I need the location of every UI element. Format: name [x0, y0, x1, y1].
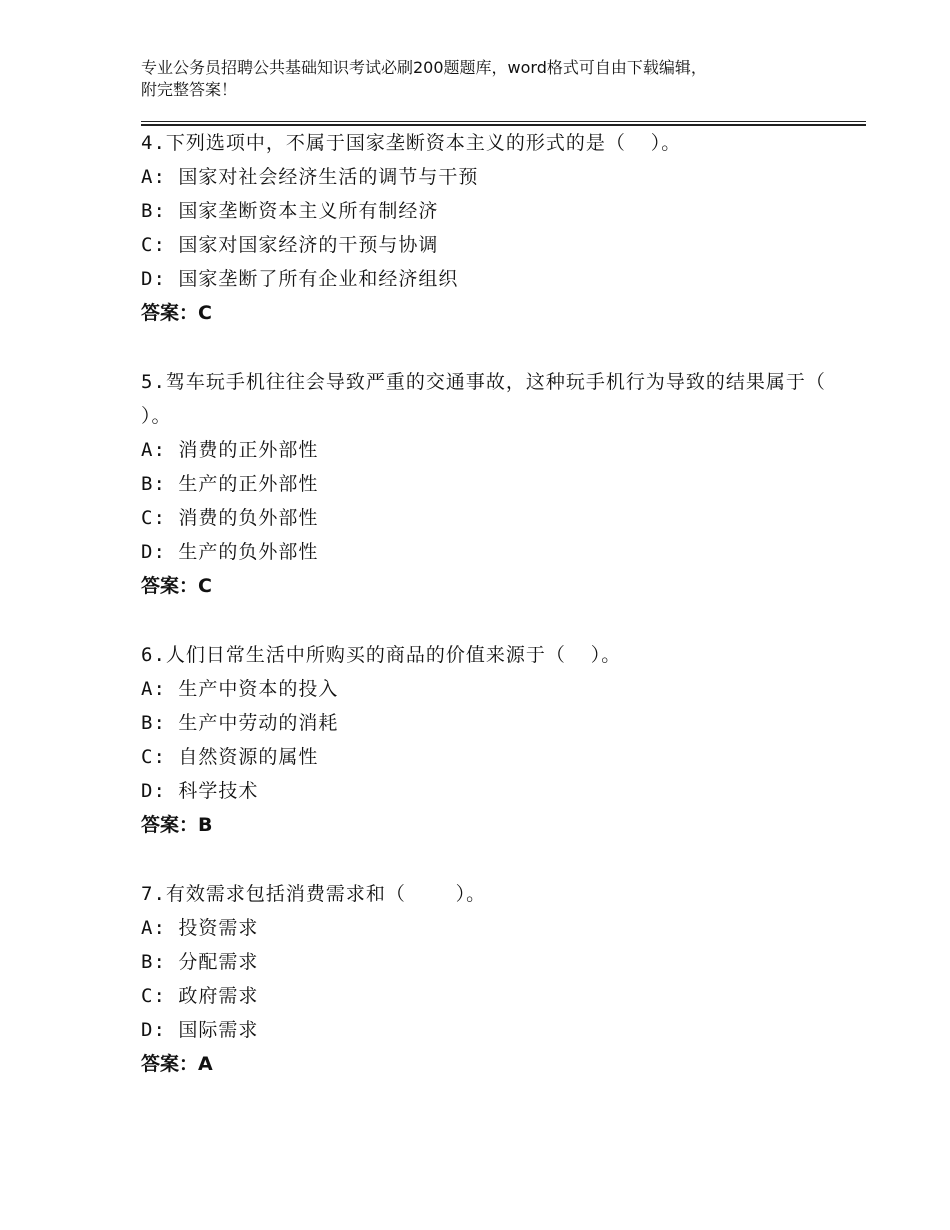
question-block-7 [141, 877, 841, 1081]
question-stem: 4.下列选项中，不属于国家垄断资本主义的形式的是（ ）。 [141, 132, 682, 154]
header-line-2: 附完整答案！ [141, 80, 238, 99]
option-c: C: 自然资源的属性 [141, 746, 319, 768]
option-b: B: 国家垄断资本主义所有制经济 [141, 200, 439, 222]
header-line-1: 专业公务员招聘公共基础知识考试必刷200题题库，word格式可自由下载编辑， [141, 58, 707, 77]
option-a: A: 国家对社会经济生活的调节与干预 [141, 166, 479, 188]
document-header [141, 57, 841, 101]
answer-line: 答案：C [141, 302, 212, 324]
answer-line: 答案：C [141, 575, 212, 597]
option-b: B: 生产中劳动的消耗 [141, 712, 339, 734]
option-c: C: 国家对国家经济的干预与协调 [141, 234, 439, 256]
option-c: C: 政府需求 [141, 985, 259, 1007]
option-b: B: 生产的正外部性 [141, 473, 319, 495]
question-stem: 6.人们日常生活中所购买的商品的价值来源于（ ）。 [141, 644, 622, 666]
option-d: D: 国家垄断了所有企业和经济组织 [141, 268, 459, 290]
option-c: C: 消费的负外部性 [141, 507, 319, 529]
answer-line: 答案：A [141, 1053, 213, 1075]
question-stem: 7.有效需求包括消费需求和（ ）。 [141, 883, 487, 905]
option-a: A: 生产中资本的投入 [141, 678, 339, 700]
answer-line: 答案：B [141, 814, 213, 836]
option-a: A: 消费的正外部性 [141, 439, 319, 461]
option-b: B: 分配需求 [141, 951, 259, 973]
question-block-6 [141, 638, 841, 842]
option-d: D: 科学技术 [141, 780, 259, 802]
question-block-5 [141, 365, 876, 603]
option-a: A: 投资需求 [141, 917, 259, 939]
question-stem: 5.驾车玩手机往往会导致严重的交通事故，这种玩手机行为导致的结果属于（ ）。 [141, 371, 876, 427]
header-divider-top [141, 121, 866, 122]
question-block-4 [141, 126, 841, 330]
option-d: D: 国际需求 [141, 1019, 259, 1041]
option-d: D: 生产的负外部性 [141, 541, 319, 563]
